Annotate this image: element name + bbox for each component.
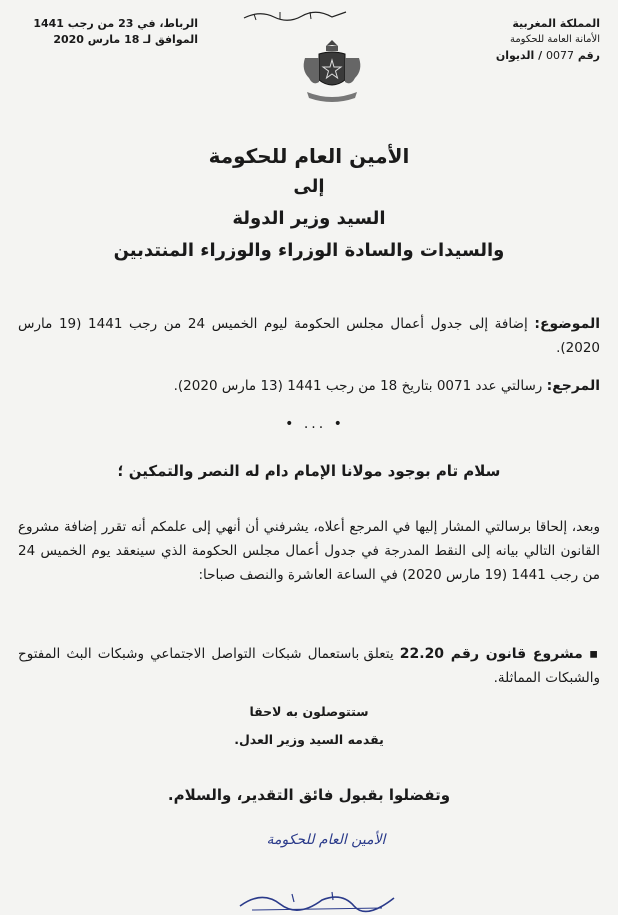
copy-note-2: يقدمه السيد وزير العدل. xyxy=(234,732,384,747)
bill-label: مشروع قانون رقم 22.20 xyxy=(399,646,583,662)
office-name: الأمانة العامة للحكومة xyxy=(509,34,600,45)
bill-item xyxy=(18,642,600,690)
copy-note-1: ستتوصلون به لاحقا xyxy=(249,704,369,719)
salutation: سلام تام بوجود مولانا الإمام دام له النصر والتمكين ؛ xyxy=(117,462,501,480)
to-label: إلى xyxy=(293,176,325,197)
reference-text: رسالتي عدد 0071 بتاريخ 18 من رجب 1441 (13 مارس 2020). xyxy=(173,378,543,394)
royal-emblem xyxy=(297,36,367,108)
subject-line xyxy=(18,312,600,360)
body-paragraph: وبعد، إلحاقا برسالتي المشار إليها في المرجع أعلاه، يشرفني أن أنهي إلى علمكم أنه تقرر إضافة مشروع القانون التالي بيانه إلى النقط المدرجة في جدول أعمال مجلس الحكومة الذي سينعقد يوم الخميس 24 من رجب 1441 (19 مارس 2020) في الساعة العاشرة والنصف صباحا: xyxy=(18,519,600,583)
reference-label: المرجع: xyxy=(546,378,600,394)
signature-title: الأمين العام للحكومة xyxy=(266,832,386,848)
recipient-line-1: السيد وزير الدولة xyxy=(232,208,386,229)
reference-number: رقم 0077 / الديوان xyxy=(495,49,600,62)
subject-text: إضافة إلى جدول أعمال مجلس الحكومة ليوم الخميس 24 من رجب 1441 (19 مارس 2020). xyxy=(18,316,600,356)
bullet-mark: ▪ xyxy=(588,646,601,662)
sender-header xyxy=(460,16,600,64)
date-hijri: الرباط، في 23 من رجب 1441 xyxy=(33,17,198,30)
recipient-line-2: والسيدات والسادة الوزراء والوزراء المنتدبين xyxy=(113,240,505,261)
reference-line xyxy=(18,374,600,398)
section-separator: • ... • xyxy=(285,416,345,432)
subject-label: الموضوع: xyxy=(534,316,601,332)
closing-line: وتفضلوا بقبول فائق التقدير، والسلام. xyxy=(167,786,451,804)
date-header xyxy=(28,16,198,48)
date-gregorian: الموافق لـ 18 مارس 2020 xyxy=(53,33,198,46)
handwritten-signature xyxy=(232,888,402,914)
kingdom-name: المملكة المغربية xyxy=(512,17,600,30)
from-title: الأمين العام للحكومة xyxy=(208,144,410,168)
basmala-calligraphy xyxy=(240,6,350,24)
bill-text: يتعلق باستعمال شبكات التواصل الاجتماعي وشبكات البث المفتوح والشبكات المماثلة. xyxy=(18,646,600,686)
